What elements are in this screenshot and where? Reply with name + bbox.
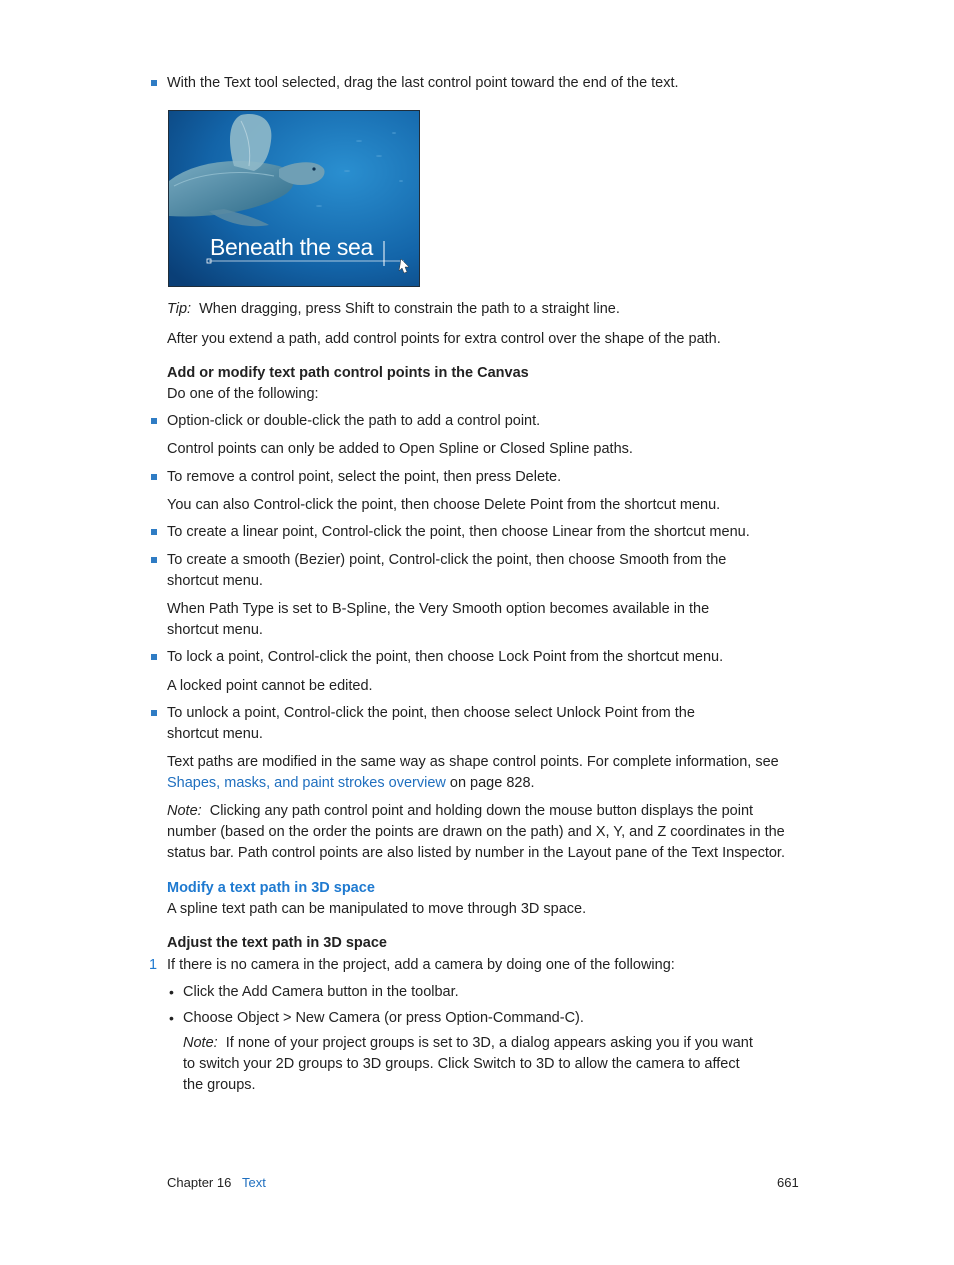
shapes-overview-link[interactable]: Shapes, masks, and paint strokes overview bbox=[167, 775, 446, 791]
section-heading: Modify a text path in 3D space bbox=[167, 880, 375, 896]
list-item-text: To create a linear point, Control-click the point, then choose Linear from the shortcut menu. bbox=[167, 524, 750, 540]
tip-paragraph bbox=[167, 299, 799, 320]
bullet-marker bbox=[151, 474, 157, 480]
sub-item-text: Choose Object > New Camera (or press Option-Command-C). bbox=[183, 1010, 584, 1026]
bullet-marker bbox=[151, 80, 157, 86]
figure-caption-text: Beneath the sea bbox=[210, 234, 374, 260]
footer-chapter-title-link[interactable]: Text bbox=[242, 1175, 266, 1190]
list-item-text: To lock a point, Control-click the point, then choose Lock Point from the shortcut menu. bbox=[167, 649, 724, 665]
list-item-note: You can also Control-click the point, then choose Delete Point from the shortcut menu. bbox=[167, 497, 721, 513]
list-item-text: shortcut menu. bbox=[167, 573, 263, 589]
note-text: Clicking any path control point and holding down the mouse button displays the point bbox=[209, 803, 754, 819]
tip-label: Tip: bbox=[167, 301, 192, 317]
note-text: to switch your 2D groups to 3D groups. Click Switch to 3D to allow the camera to affect bbox=[183, 1056, 740, 1072]
list-item-text: Option-click or double-click the path to add a control point. bbox=[167, 413, 541, 429]
step-text: If there is no camera in the project, add a camera by doing one of the following: bbox=[167, 957, 675, 973]
note-paragraph bbox=[167, 801, 799, 822]
note-text: If none of your project groups is set to 3D, a dialog appears asking you if you want bbox=[225, 1035, 753, 1051]
note-text: the groups. bbox=[183, 1077, 256, 1093]
footer-page-number: 661 bbox=[777, 1175, 799, 1190]
text-paths-link-line bbox=[167, 773, 799, 794]
page-reference: on page 828. bbox=[445, 775, 535, 791]
list-item-note: A locked point cannot be edited. bbox=[167, 678, 373, 694]
note-paragraph bbox=[183, 1033, 773, 1054]
bullet-marker bbox=[151, 654, 157, 660]
list-item-text: To unlock a point, Control-click the point, then choose select Unlock Point from the bbox=[167, 705, 695, 721]
note-label: Note: bbox=[183, 1035, 218, 1051]
task-intro: Do one of the following: bbox=[167, 386, 319, 402]
note-text: status bar. Path control points are also listed by number in the Layout pane of the Text Inspector. bbox=[167, 845, 785, 861]
note-text: number (based on the order the points are drawn on the path) and X, Y, and Z coordinates in the bbox=[167, 824, 785, 840]
list-item-text: shortcut menu. bbox=[167, 726, 263, 742]
list-item-note: When Path Type is set to B-Spline, the Very Smooth option becomes available in the bbox=[167, 601, 710, 617]
bullet-marker bbox=[151, 529, 157, 535]
tip-text: When dragging, press Shift to constrain the path to a straight line. bbox=[199, 301, 620, 317]
after-extend-paragraph: After you extend a path, add control points for extra control over the shape of the path. bbox=[167, 331, 721, 347]
list-item-note: shortcut menu. bbox=[167, 622, 263, 638]
list-item-text: To remove a control point, select the point, then press Delete. bbox=[167, 469, 562, 485]
section-intro: A spline text path can be manipulated to move through 3D space. bbox=[167, 901, 587, 917]
intro-bullet-text: With the Text tool selected, drag the last control point toward the end of the text. bbox=[167, 75, 679, 91]
bullet-marker bbox=[151, 710, 157, 716]
sub-item-text: Click the Add Camera button in the toolbar. bbox=[183, 984, 459, 1000]
list-item-note: Control points can only be added to Open Spline or Closed Spline paths. bbox=[167, 441, 633, 457]
turtle-figure bbox=[168, 110, 420, 287]
sub-bullet: • bbox=[169, 984, 174, 1000]
sub-bullet: • bbox=[169, 1010, 174, 1026]
task-heading: Add or modify text path control points in the Canvas bbox=[167, 365, 529, 381]
bullet-marker bbox=[151, 557, 157, 563]
note-label: Note: bbox=[167, 803, 202, 819]
list-item-text: To create a smooth (Bezier) point, Control-click the point, then choose Smooth from the bbox=[167, 552, 727, 568]
bullet-marker bbox=[151, 418, 157, 424]
footer-chapter: Chapter 16 bbox=[167, 1175, 232, 1190]
step-number: 1 bbox=[149, 957, 158, 973]
task-heading: Adjust the text path in 3D space bbox=[167, 935, 387, 951]
text-paths-line: Text paths are modified in the same way as shape control points. For complete information, see bbox=[167, 754, 779, 770]
